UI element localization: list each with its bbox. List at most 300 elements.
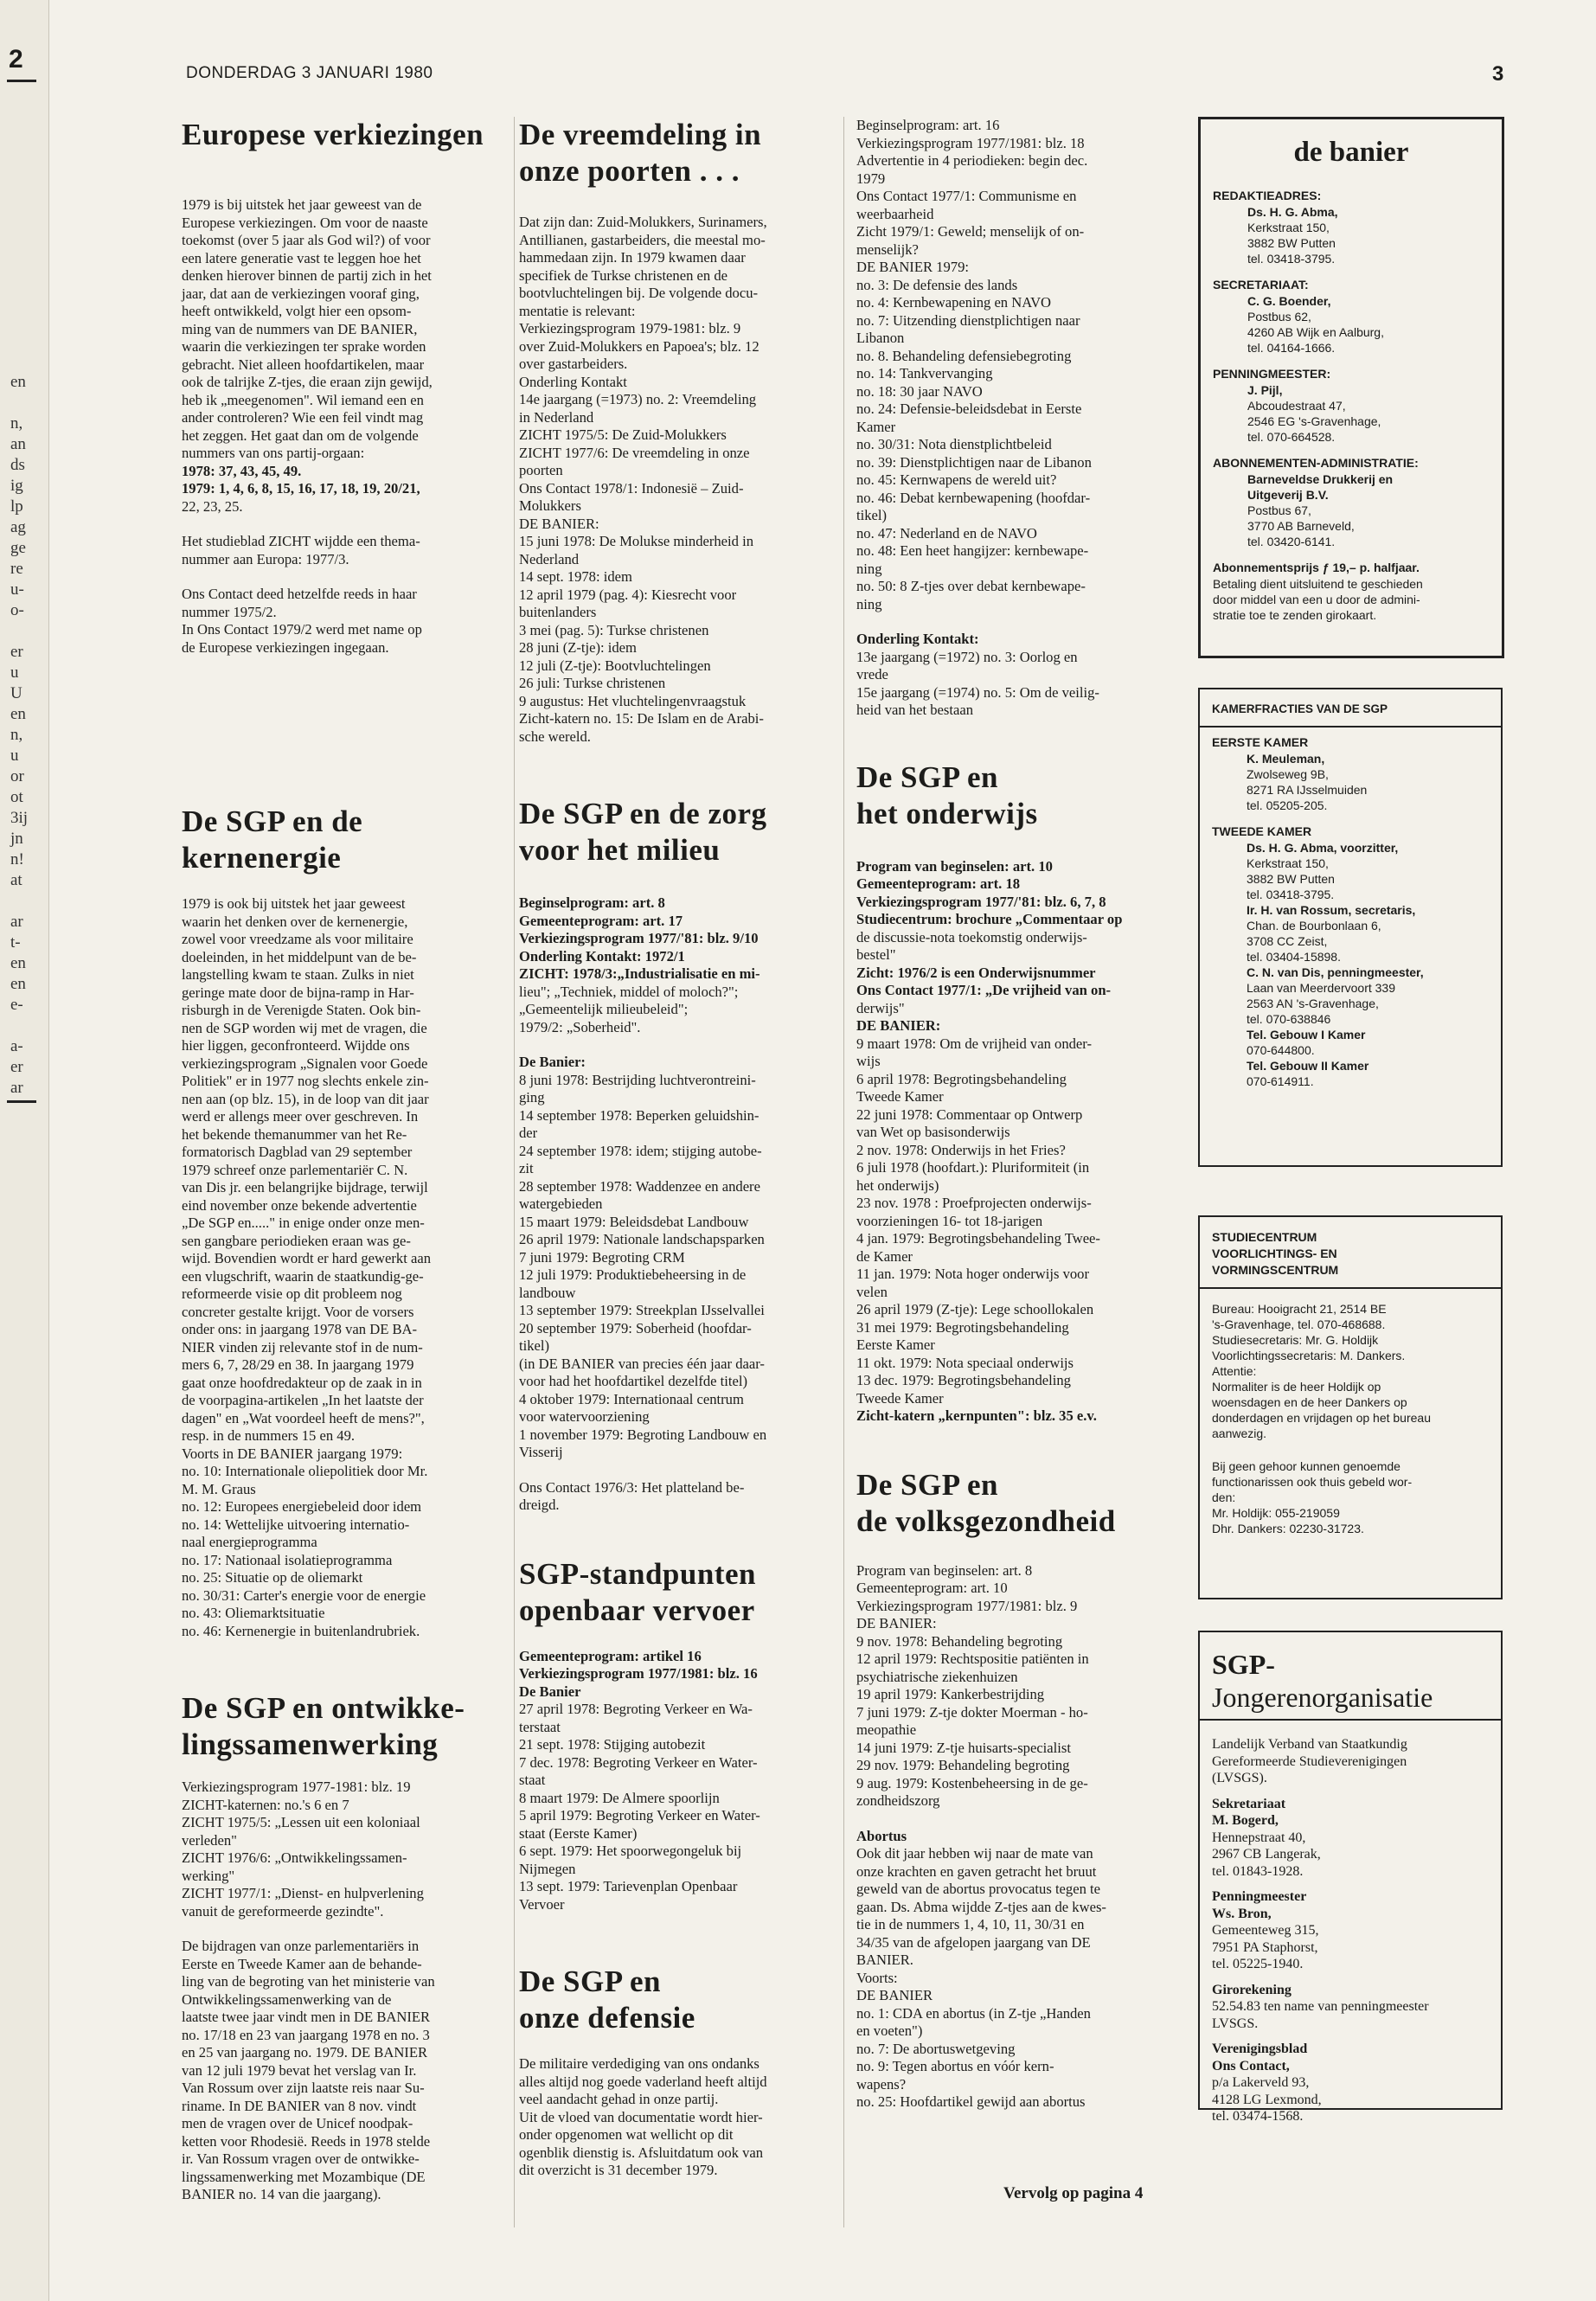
text-line: werd er allengs meer over geschreven. In [182,1108,419,1125]
text-line: 4 jan. 1979: Begrotingsbehandeling Twee- [856,1230,1100,1247]
text-line: voorzieningen 16- tot 18-jarigen [856,1212,1043,1229]
headline-milieu: De SGP en de zorg voor het milieu [519,797,767,867]
text-line: Onderling Kontakt: [856,631,979,647]
article-volksgezondheid-body [856,1562,1175,2112]
box-kamerfracties [1198,688,1503,1167]
text-line: voor watervoorziening [519,1408,650,1425]
box-line: Chan. de Bourbonlaan 6, [1247,919,1381,933]
text-line: hammedaan zijn. In 1979 kwamen daar [519,249,746,266]
box-line: 070-614911. [1247,1074,1314,1088]
article-ontwikkeling-body [182,1779,509,2204]
text-line: wijs [856,1053,881,1069]
text-line: woensdagen en de heer Dankers op [1212,1395,1407,1409]
text-line: Zicht 1979/1: Geweld; menselijk of on- [856,223,1085,240]
text-line: Van Rossum over zijn laatste reis naar Su- [182,2080,425,2096]
text-line: 34/35 van de afgelopen jaargang van DE [856,1933,1091,1951]
strip-fragment: en [10,954,26,972]
text-line: no. 1: CDA en abortus (in Z-tje „Handen [856,2004,1091,2022]
box-line: 070-644800. [1247,1043,1315,1057]
text-line: Verkiezingsprogram 1977/'81: blz. 9/10 [519,930,759,946]
text-line: 9 nov. 1978: Behandeling begroting [856,1632,1063,1650]
text-line: jaar, dat aan de verkiezingen vooraf ging, [182,285,420,302]
text-line: vrede [856,666,888,683]
text-line [182,568,509,586]
text-line: BANIER. [856,1952,913,1968]
box-line [1212,1787,1489,1796]
text-line: poorten [519,462,563,478]
box-line: door middel van een u door de admini- [1213,593,1420,606]
text-line: der [519,1125,538,1141]
text-line: Vervoer [519,1895,565,1913]
box-jongerenorganisatie [1198,1631,1503,2124]
text-line: Dat zijn dan: Zuid-Molukkers, Surinamers, [519,214,767,230]
box-line: 2967 CB Langerak, [1212,1847,1321,1862]
box-line: 7951 PA Staphorst, [1212,1939,1318,1955]
strip-fragment: or [10,767,24,785]
strip-fragment: ge [10,539,26,557]
text-line: lieu"; „Techniek, middel of moloch?"; [519,983,739,1000]
text-line: van 12 juli 1979 bevat het verslag van Ir. [182,2061,417,2079]
text-line: 28 september 1978: Waddenzee en andere [519,1177,760,1195]
text-line: NIER vinden zij relevante stof in de num- [182,1338,423,1356]
text-line: van Dis jr. een belangrijke bijdrage, terwijl [182,1179,428,1195]
text-line: no. 48: Een heet hangijzer: kernbewape- [856,542,1089,559]
box-line: C. N. van Dis, penningmeester, [1247,965,1424,979]
box-line: 3882 BW Putten [1247,236,1336,250]
box-line: TWEEDE KAMER [1212,824,1312,838]
text-line: dreigd. [519,1497,560,1513]
text-line: 3 mei (pag. 5): Turkse christenen [519,621,709,638]
strip-fragment: u [10,747,19,765]
text-line: no. 39: Dienstplichtigen naar de Libanon [856,453,1092,471]
text-line: 5 april 1979: Begroting Verkeer en Water- [519,1807,760,1823]
text-line: 15 maart 1979: Beleidsdebat Landbouw [519,1213,749,1230]
box-line: Verenigingsblad [1212,2041,1308,2056]
text-line: watergebieden [519,1195,603,1212]
box-line: tel. 03418-3795. [1247,888,1335,901]
text-line: 19 april 1979: Kankerbestrijding [856,1686,1045,1702]
text-line [1212,1441,1489,1458]
box-line: LVSGS. [1212,2016,1259,2031]
text-line: Antillianen, gastarbeiders, die meestal mo- [519,231,766,248]
text-line: Gemeenteprogram: art. 10 [856,1580,1008,1596]
text-line: Advertentie in 4 periodieken: begin dec. [856,152,1088,169]
text-line: 13 dec. 1979: Begrotingsbehandeling [856,1372,1071,1388]
text-line: Voorts in DE BANIER jaargang 1979: [182,1445,403,1462]
text-line: 12 juli (Z-tje): Bootvluchtelingen [519,657,711,674]
column-3 [856,117,1175,2112]
strip-fragment: jn [10,830,23,848]
text-line: 27 april 1978: Begroting Verkeer en Wa- [519,1701,753,1717]
box-line: tel. 03418-3795. [1247,252,1336,266]
text-line: nen de SGP worden wij met de vragen, die [182,1019,427,1036]
box-line: Barneveldse Drukkerij en [1247,472,1394,486]
strip-fragment: ar [10,1079,23,1097]
box-line: tel. 01843-1928. [1212,1863,1304,1879]
text-line: de Kamer [856,1247,913,1265]
text-line: Zicht-katern „kernpunten": blz. 35 e.v. [856,1407,1097,1424]
text-line: 's-Gravenhage, tel. 070-468688. [1212,1317,1386,1331]
text-line: Het studieblad ZICHT wijdde een thema- [182,533,420,549]
text-line: 1978: 37, 43, 45, 49. [182,462,302,479]
text-line: lingssamenwerking met Mozambique (DE [182,2168,426,2185]
text-line: Dhr. Dankers: 02230-31723. [1212,1522,1364,1535]
text-line: 6 juli 1978 (hoofdart.): Pluriformiteit (in [856,1159,1090,1176]
strip-fragment: er [10,643,23,661]
text-line: BANIER no. 14 van die jaargang). [182,2186,381,2202]
box-line: Ons Contact, [1212,2058,1290,2073]
strip-fragment: re [10,560,23,578]
text-line: over gastarbeiders. [519,356,628,372]
box-line: 3882 BW Putten [1247,872,1335,886]
box-line: Postbus 67, [1247,503,1311,517]
box-line: M. Bogerd, [1212,1813,1279,1828]
strip-fragment: ds [10,456,25,474]
text-line: staat (Eerste Kamer) [519,1824,638,1842]
text-line: 23 nov. 1978 : Proefprojecten onderwijs- [856,1195,1092,1211]
text-line: gaan. Ds. Abma wijdde Z-tjes aan de kwes- [856,1898,1106,1915]
box-line: PENNINGMEESTER: [1213,367,1331,381]
text-line: Studiecentrum: brochure „Commentaar op [856,911,1123,927]
text-line: Kamer [856,418,896,435]
text-line: en 25 van jaargang no. 1979. DE BANIER [182,2044,428,2061]
box-line [1212,1973,1489,1982]
text-line: voor had het hoofdartikel dezelfde titel) [519,1373,748,1389]
text-line: onder opgenomen wat wellicht op dit [519,2126,734,2143]
text-line: verleden" [182,1831,237,1849]
text-line: 14 juni 1979: Z-tje huisarts-specialist [856,1739,1071,1756]
strip-fragment: er [10,1058,23,1076]
strip-fragment: ag [10,518,26,536]
text-line: Ook dit jaar hebben wij naar de mate van [856,1845,1093,1862]
article-defensie-body [519,2055,829,2180]
text-line [519,1462,829,1479]
issue-date: DONDERDAG 3 JANUARI 1980 [186,64,433,82]
text-line: bestel" [856,946,896,963]
text-line: no. 7: Uitzending dienstplichtigen naar [856,311,1080,329]
text-line: den: [1212,1490,1236,1504]
strip-fragment: en [10,705,26,723]
text-line: denken hierover binnen de partij zich in het [182,267,432,284]
text-line: riname. In DE BANIER van 8 nov. vindt [182,2097,417,2114]
text-line: 6 april 1978: Begrotingsbehandeling [856,1070,1067,1087]
strip-fragment: 3ij [10,809,29,827]
text-line: no. 45: Kernwapens de wereld uit? [856,471,1057,488]
box-studiecentrum [1198,1215,1503,1599]
text-line: naal energieprogramma [182,1534,317,1550]
text-line: waarin het denken over de kernenergie, [182,913,408,930]
text-line: nummer aan Europa: 1977/3. [182,550,349,567]
text-line: Gemeenteprogram: art. 18 [856,875,1021,892]
text-line: ZICHT 1977/6: De vreemdeling in onze [519,444,750,461]
text-line: Tweede Kamer [856,1389,944,1407]
text-line: 22, 23, 25. [182,497,243,515]
text-line: no. 25: Hoofdartikel gewijd aan abortus [856,2093,1086,2110]
text-line: 14e jaargang (=1973) no. 2: Vreemdeling [519,391,757,407]
text-line: psychiatrische ziekenhuizen [856,1668,1018,1685]
strip-fragment: e- [10,996,23,1014]
text-line: 13e jaargang (=1972) no. 3: Oorlog en [856,648,1078,665]
text-line: buitenlanders [519,604,597,620]
strip-fragment: n, [10,726,23,744]
text-line: Nederland [519,550,580,567]
text-line: Gemeenteprogram: artikel 16 [519,1647,702,1664]
text-line: 1979 is ook bij uitstek het jaar geweest [182,895,406,912]
text-line: ming van de nummers van DE BANIER, [182,320,418,337]
text-line [856,1811,1175,1828]
text-line: velen [856,1283,888,1300]
box-line: Postbus 62, [1247,310,1311,324]
text-line: De Banier [519,1682,581,1700]
text-line: Bureau: Hooigracht 21, 2514 BE [1212,1302,1387,1316]
text-line: heb ik „meegenomen". Wil iemand een en [182,391,424,408]
strip-fragment: u- [10,580,24,599]
article-vervoer-body [519,1648,829,1914]
text-line: nummers van ons partij-orgaan: [182,445,365,461]
text-line: 26 april 1979 (Z-tje): Lege schoollokalen [856,1301,1094,1317]
box-line: J. Pijl, [1247,383,1283,397]
text-line: weerbaarheid [856,205,934,222]
text-line: ling van de begroting van het ministerie van [182,1973,435,1990]
text-line: 6 sept. 1979: Het spoorwegongeluk bij [519,1843,742,1859]
text-line: ning [856,595,882,612]
box-line: Tel. Gebouw I Kamer [1247,1028,1366,1042]
text-line: Europese verkiezingen. Om voor de naaste [182,214,428,231]
text-line: de discussie-nota toekomstig onderwijs- [856,928,1087,945]
text-line: Attentie: [1212,1364,1257,1378]
studiecentrum-details [1200,1289,1501,1548]
strip-fragment: an [10,435,26,453]
text-line: Zicht-katern no. 15: De Islam en de Arabi- [519,710,764,727]
text-line: 12 april 1979 (pag. 4): Kiesrecht voor [519,586,737,603]
box-line: Abcoudestraat 47, [1247,399,1346,413]
text-line: onze krachten en gaven getracht het bruut [856,1862,1097,1880]
text-line: in Nederland [519,408,594,426]
text-line: 29 nov. 1979: Behandeling begroting [856,1757,1070,1773]
text-line: tie in de nummers 1, 4, 10, 11, 30/31 en [856,1916,1085,1932]
box-line: Gemeenteweg 315, [1212,1923,1319,1938]
box-line: 2563 AN 's-Gravenhage, [1247,997,1379,1010]
text-line: Politiek" er in 1977 nog slechts enkele zin- [182,1073,429,1089]
article-kernenergie-body [182,895,509,1640]
text-line: 1979: 1, 4, 6, 8, 15, 16, 17, 18, 19, 20/21, [182,480,420,497]
headline-ontwikkelingssamenwerking: De SGP en ontwikke- lingssamenwerking [182,1691,465,1761]
text-line: DE BANIER: [856,1017,941,1034]
text-line: toekomst (over 5 jaar als God wil?) of voor [182,232,431,248]
box-line [1212,2032,1489,2041]
box-line: tel. 05205-205. [1247,798,1328,812]
text-line: donderdagen en vrijdagen op het bureau [1212,1411,1431,1425]
strip-fragment: en [10,373,26,391]
text-line: zondheidszorg [856,1792,940,1809]
text-line: 22 juni 1978: Commentaar op Ontwerp [856,1106,1083,1123]
text-line: ning [856,560,882,577]
jongeren-details [1200,1721,1501,2141]
text-line: no. 17/18 en 23 van jaargang 1978 en no. 3 [182,2026,430,2043]
kamerfracties-title: KAMERFRACTIES VAN DE SGP [1200,689,1501,727]
text-line: mentatie is relevant: [519,302,636,319]
box-line: Penningmeester [1212,1889,1307,1904]
box-line: Abonnementsprijs ƒ 19,– p. halfjaar. [1213,561,1420,574]
box-line: stratie toe te zenden girokaart. [1213,608,1377,622]
text-line: het onderwijs) [856,1176,939,1194]
text-line: werking" [182,1867,235,1884]
text-line: Ons Contact 1978/1: Indonesië – Zuid- [519,479,744,497]
text-line: sen gangbare periodieken eraan was ge- [182,1232,411,1249]
text-line: alles altijd nog goede vaderland heeft altijd [519,2073,767,2090]
text-line: Libanon [856,330,905,346]
text-line: Uit de vloed van documentatie wordt hier- [519,2108,763,2125]
text-line: (in DE BANIER van precies één jaar daar- [519,1355,765,1372]
box-line: Hennepstraat 40, [1212,1830,1306,1845]
strip-fragment: lp [10,497,23,516]
box-line: tel. 070-638846 [1247,1012,1331,1026]
strip-fragment: en [10,975,26,993]
text-line: Ons Contact 1976/3: Het platteland be- [519,1478,745,1496]
text-line: een latere generatie vast te leggen hoe het [182,249,421,266]
text-line: Eerste en Tweede Kamer aan de behande- [182,1955,422,1972]
text-line: 9 aug. 1979: Kostenbeheersing in de ge- [856,1774,1088,1791]
box-line [1212,1880,1489,1888]
text-line: bootvluchtelingen bij. De volgende docu- [519,285,759,301]
box-line: Uitgeverij B.V. [1247,488,1329,502]
text-line: formatorisch Dagblad van 29 september [182,1144,413,1160]
text-line: Voorlichtingssecretaris: M. Dankers. [1212,1349,1406,1362]
text-line [182,516,509,533]
text-line: tikel) [519,1337,550,1354]
text-line [856,613,1175,631]
text-line: Verkiezingsprogram 1977-1981: blz. 19 [182,1779,411,1795]
text-line: langstelling kwam te staan. Zulks in niet [182,966,414,983]
left-page-number: 2 [9,45,23,74]
text-line: 13 september 1979: Streekplan IJsselvallei [519,1302,765,1318]
text-line: 24 september 1978: idem; stijging autobe- [519,1142,762,1159]
text-line: onder ons: in jaargang 1978 van DE BA- [182,1321,418,1337]
text-line: 14 september 1978: Beperken geluidshin- [519,1106,760,1124]
box-line: Kerkstraat 150, [1247,221,1330,234]
text-line: meopathie [856,1721,917,1738]
text-line: M. M. Graus [182,1480,256,1497]
text-line: derwijs" [856,999,905,1016]
text-line: no. 9: Tegen abortus en vóór kern- [856,2058,1054,2074]
left-page-edge [0,0,49,2301]
text-line: ZICHT 1975/5: „Lessen uit een koloniaal [182,1814,420,1830]
box-line: Girorekening [1212,1982,1292,1997]
strip-fragment: a- [10,1037,23,1055]
text-line: 1 november 1979: Begroting Landbouw en [519,1426,767,1443]
box-line: K. Meuleman, [1247,752,1325,766]
text-line: 13 sept. 1979: Tarievenplan Openbaar [519,1878,738,1894]
text-line: ZICHT 1976/6: „Ontwikkelingssamen- [182,1849,407,1866]
left-rule-top [7,80,36,82]
box-line: SECRETARIAAT: [1213,278,1309,292]
text-line: verkiezingsprogram „Signalen voor Goede [182,1054,428,1072]
text-line: 15e jaargang (=1974) no. 5: Om de veilig- [856,683,1099,701]
text-line: geweld van de abortus provocatus tegen te [856,1881,1100,1897]
text-line: no. 17: Nationaal isolatieprogramma [182,1551,393,1568]
headline-vreemdeling: De vreemdeling in onze poorten . . . [519,118,762,188]
text-line: no. 7: De abortuswetgeving [856,2040,1016,2057]
text-line: 9 augustus: Het vluchtelingenvraagstuk [519,692,747,709]
continuation-note: Vervolg op pagina 4 [1003,2184,1144,2202]
text-line: 4 oktober 1979: Internationaal centrum [519,1390,744,1407]
kamerfracties-details [1200,727,1501,1096]
text-line: Bij geen gehoor kunnen genoemde [1212,1459,1401,1473]
text-line: Onderling Kontakt: 1972/1 [519,947,685,965]
text-line: ZICHT: 1978/3:„Industrialisatie en mi- [519,965,760,982]
article-vreemdeling-body [519,214,829,746]
text-line: 11 jan. 1979: Nota hoger onderwijs voor [856,1266,1089,1282]
text-line: Verkiezingsprogram 1977/1981: blz. 18 [856,134,1085,151]
text-line: resp. in de nummers 15 en 49. [182,1427,356,1444]
text-line: De bijdragen van onze parlementariërs in [182,1938,420,1954]
text-line: zit [519,1160,534,1176]
text-line: over Zuid-Molukkers en Papoea's; blz. 12 [519,337,760,355]
text-line: veel aandacht gehad in onze partij. [519,2091,719,2107]
text-line: Molukkers [519,497,581,514]
text-line: 15 juni 1978: De Molukse minderheid in [519,533,754,549]
text-line: 7 juni 1979: Z-tje dokter Moerman - ho- [856,1703,1088,1721]
text-line: Verkiezingsprogram 1977/'81: blz. 6, 7, 8 [856,893,1106,910]
strip-fragment: t- [10,933,21,952]
text-line: reformeerde visie op dit probleem nog [182,1285,402,1302]
text-line: het zeggen. Het gaat dan om de volgende [182,426,419,444]
box-line: C. G. Boender, [1247,294,1331,308]
box-line: Laan van Meerdervoort 339 [1247,981,1395,995]
box-de-banier [1198,117,1504,658]
text-line: Program van beginselen: art. 10 [856,857,1053,875]
text-line: ketten voor Rhodesië. Reeds in 1978 stelde [182,2132,431,2150]
banier-title: de banier [1293,137,1409,168]
strip-fragment: ot [10,788,23,806]
box-line: Gereformeerde Studieverenigingen [1212,1753,1407,1769]
text-line: Beginselprogram: art. 8 [519,894,665,911]
text-line: no. 8. Behandeling defensiebegroting [856,347,1072,364]
box-line: 2546 EG 's-Gravenhage, [1247,414,1381,428]
headline-volksgezondheid: De SGP en de volksgezondheid [856,1467,1116,1538]
text-line: Ons Contact 1977/1: Communisme en [856,188,1077,204]
text-line: vanuit de gereformeerde gezindte". [182,1902,384,1920]
box-line: 3770 AB Barneveld, [1247,519,1355,533]
box-line: tel. 03404-15898. [1247,950,1341,964]
text-line: 12 april 1979: Rechtspositie patiënten in [856,1650,1089,1667]
box-line: tel. 04164-1666. [1247,341,1336,355]
text-line: 1979 schreef onze parlementariër C. N. [182,1161,408,1178]
left-rule-mid [7,1100,36,1103]
box-line: tel. 03474-1568. [1212,2109,1304,2124]
strip-fragment: o- [10,601,24,619]
text-line: ogenblik dienstig is. Afsluitdatum ook van [519,2144,764,2161]
text-line: ander controleren? Wie een feil vindt mag [182,409,424,426]
text-line: 26 juli: Turkse christenen [519,675,666,691]
text-line: aanwezig. [1212,1426,1267,1440]
strip-fragment: at [10,871,22,889]
text-line: 8 juni 1978: Bestrijding luchtverontreini- [519,1071,756,1088]
text-line: 8 maart 1979: De Almere spoorlijn [519,1789,720,1806]
text-line: 11 okt. 1979: Nota speciaal onderwijs [856,1354,1074,1371]
text-line: 9 maart 1978: Om de vrijheid van onder- [856,1035,1093,1052]
box-line: Ds. H. G. Abma, [1247,205,1338,219]
box-line: EERSTE KAMER [1212,735,1309,749]
text-line: 28 juni (Z-tje): idem [519,639,637,656]
text-line: de Europese verkiezingen ingegaan. [182,638,389,656]
box-line: 4260 AB Wijk en Aalburg, [1247,325,1384,339]
box-line: Ws. Bron, [1212,1906,1272,1921]
text-line: ZICHT-katernen: no.'s 6 en 7 [182,1796,349,1813]
text-line: heid van het bestaan [856,702,974,718]
text-line: staat [519,1772,546,1788]
text-line: doeleinden, in het middelpunt van de be- [182,948,417,965]
